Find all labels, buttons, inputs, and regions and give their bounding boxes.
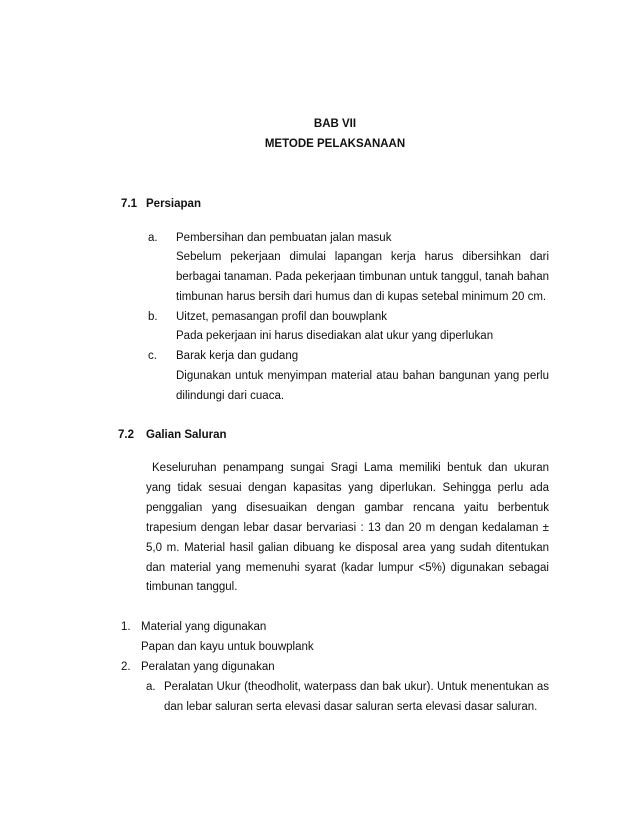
section-title: Galian Saluran: [146, 429, 227, 441]
paragraph-line: 5,0 m. Material hasil galian dibuang ke disposal area yang sudah ditentukan: [146, 542, 549, 554]
list-item-title: Uitzet, pemasangan profil dan bouwplank: [176, 311, 387, 323]
paragraph-line: Keseluruhan penampang sungai Sragi Lama memiliki bentuk dan ukuran: [152, 462, 549, 474]
list-item-title: Pembersihan dan pembuatan jalan masuk: [176, 232, 392, 244]
list-item-line: timbunan harus bersih dari humus dan di kupas setebal minimum 20 cm.: [176, 291, 547, 303]
section-title: Persiapan: [146, 198, 201, 210]
paragraph-line: trapesium dengan lebar dasar bervariasi : 13 dan 20 m dengan kedalaman ±: [146, 522, 549, 534]
paragraph-line: timbunan tanggul.: [146, 581, 238, 593]
numbered-title: Peralatan yang digunakan: [141, 661, 275, 673]
chapter-label: BAB VII: [313, 118, 357, 130]
list-item-line: Digunakan untuk menyimpan material atau bahan bangunan yang perlu: [176, 370, 549, 382]
chapter-title: METODE PELAKSANAAN: [264, 138, 406, 150]
section-number: 7.2: [118, 429, 134, 441]
section-number: 7.1: [121, 198, 137, 210]
list-item-title: Barak kerja dan gudang: [176, 350, 299, 362]
paragraph-line: penggalian yang disesuaikan dengan gambar rencana yaitu berbentuk: [146, 502, 549, 514]
sub-list-line: dan lebar saluran serta elevasi dasar saluran serta elevasi dasar saluran.: [164, 701, 538, 713]
list-item-line: Pada pekerjaan ini harus disediakan alat ukur yang diperlukan: [176, 330, 494, 342]
list-marker: b.: [148, 311, 158, 323]
list-marker: a.: [148, 232, 158, 244]
list-item-line: dilindungi dari cuaca.: [176, 390, 285, 402]
paragraph-line: dan material yang memenuhi syarat (kadar lumpur <5%) digunakan sebagai: [146, 562, 549, 574]
numbered-body: Papan dan kayu untuk bouwplank: [141, 641, 314, 653]
sub-list-marker: a.: [146, 681, 156, 693]
sub-list-line: Peralatan Ukur (theodholit, waterpass dan bak ukur). Untuk menentukan as: [164, 681, 549, 693]
numbered-title: Material yang digunakan: [141, 621, 267, 633]
list-marker: c.: [148, 350, 157, 362]
paragraph-line: yang tidak sesuai dengan kapasitas yang diperlukan. Sehingga perlu ada: [146, 482, 549, 494]
list-item-line: Sebelum pekerjaan dimulai lapangan kerja harus dibersihkan dari: [176, 251, 549, 263]
list-item-line: berbagai tanaman. Pada pekerjaan timbunan untuk tanggul, tanah bahan: [176, 271, 549, 283]
numbered-marker: 1.: [121, 621, 131, 633]
numbered-marker: 2.: [121, 661, 131, 673]
